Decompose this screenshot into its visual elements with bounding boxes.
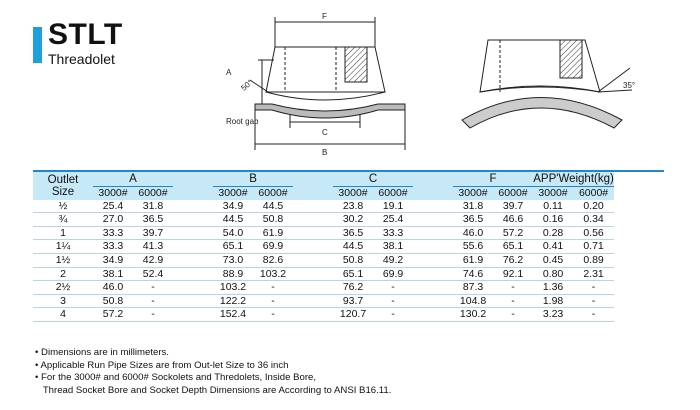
outlet-size-cell: 2½ [33, 281, 93, 295]
table-cell: 34.9 [93, 253, 133, 267]
table-row [33, 240, 664, 254]
table-cell: - [133, 308, 173, 322]
dimensions-table [33, 172, 664, 322]
table-cell: 152.4 [213, 308, 253, 322]
table-cell: 39.7 [133, 226, 173, 240]
group-header-b: B [213, 172, 293, 187]
table-cell: 36.5 [333, 226, 373, 240]
table-cell: 41.3 [133, 240, 173, 254]
outlet-size-cell: ½ [33, 200, 93, 213]
table-row [33, 226, 664, 240]
table-cell: 87.3 [453, 281, 493, 295]
table-cell: 1.98 [533, 294, 573, 308]
root-gap-label: Root gab [226, 117, 259, 126]
sub-header: 6000# [133, 187, 173, 200]
table-cell: 0.71 [573, 240, 614, 254]
table-row [33, 200, 664, 213]
table-cell: 23.8 [333, 200, 373, 213]
table-cell: - [253, 308, 293, 322]
table-cell: 0.80 [533, 267, 573, 281]
outlet-size-cell: 2 [33, 267, 93, 281]
table-cell: 44.5 [213, 213, 253, 227]
angle-label-right: 35° [623, 81, 636, 90]
sub-header: 3000# [93, 187, 133, 200]
table-row [33, 281, 664, 295]
side-view-drawing [462, 40, 632, 128]
table-cell: 31.8 [133, 200, 173, 213]
table-cell: 38.1 [373, 240, 413, 254]
note-item: • For the 3000# and 6000# Sockolets and Thredolets, Inside Bore, [35, 372, 317, 383]
table-cell: 103.2 [253, 267, 293, 281]
table-cell: 0.45 [533, 253, 573, 267]
table-cell: 1.36 [533, 281, 573, 295]
table-cell: 65.1 [493, 240, 533, 254]
sub-header: 6000# [373, 187, 413, 200]
table-cell: - [573, 281, 614, 295]
table-cell: 36.5 [133, 213, 173, 227]
note-item: Thread Socket Bore and Socket Depth Dimensions are According to ANSI B16.11. [35, 384, 392, 396]
table-cell: 30.2 [333, 213, 373, 227]
table-cell: - [493, 308, 533, 322]
table-cell: 38.1 [93, 267, 133, 281]
table-cell: 50.8 [93, 294, 133, 308]
table-cell: 52.4 [133, 267, 173, 281]
table-cell: - [573, 294, 614, 308]
outlet-size-cell: 1 [33, 226, 93, 240]
table-cell: 49.2 [373, 253, 413, 267]
table-cell: 0.16 [533, 213, 573, 227]
table-cell: 0.56 [573, 226, 614, 240]
table-cell: 46.6 [493, 213, 533, 227]
table-cell: 103.2 [213, 281, 253, 295]
table-cell: 50.8 [253, 213, 293, 227]
dim-label-b: B [322, 148, 328, 157]
table-cell: 2.31 [573, 267, 614, 281]
table-cell: 57.2 [93, 308, 133, 322]
table-cell: 104.8 [453, 294, 493, 308]
table-cell: 0.34 [573, 213, 614, 227]
notes-block [35, 347, 391, 397]
table-cell: - [133, 281, 173, 295]
outlet-size-cell: 1½ [33, 253, 93, 267]
table-row [33, 294, 664, 308]
table-row [33, 267, 664, 281]
table-cell: 25.4 [93, 200, 133, 213]
dim-label-a: A [226, 68, 232, 77]
table-cell: 33.3 [93, 240, 133, 254]
sub-header: 3000# [533, 187, 573, 200]
table-cell: 122.2 [213, 294, 253, 308]
table-cell: 42.9 [133, 253, 173, 267]
sub-header: 6000# [253, 187, 293, 200]
table-cell: 0.41 [533, 240, 573, 254]
table-cell: 50.8 [333, 253, 373, 267]
table-cell: 57.2 [493, 226, 533, 240]
table-cell: 93.7 [333, 294, 373, 308]
table-cell: 19.1 [373, 200, 413, 213]
table-cell: 33.3 [373, 226, 413, 240]
table-cell: 88.9 [213, 267, 253, 281]
threadolet-drawings [0, 0, 700, 170]
note-item: • Applicable Run Pipe Sizes are from Out-let Size to 36 inch [35, 359, 289, 371]
table-cell: 61.9 [253, 226, 293, 240]
table-cell: - [493, 294, 533, 308]
table-cell: 44.5 [253, 200, 293, 213]
table-cell: 65.1 [333, 267, 373, 281]
table-cell: 61.9 [453, 253, 493, 267]
sub-header: 3000# [333, 187, 373, 200]
sub-header: 6000# [493, 187, 533, 200]
group-header-f: F [453, 172, 533, 187]
dim-label-c: C [322, 128, 328, 137]
table-cell: - [373, 281, 413, 295]
table-cell: 69.9 [373, 267, 413, 281]
table-cell: 0.20 [573, 200, 614, 213]
table-cell: - [133, 294, 173, 308]
table-cell: - [253, 281, 293, 295]
table-cell: 76.2 [493, 253, 533, 267]
table-cell: 130.2 [453, 308, 493, 322]
table-cell: - [573, 308, 614, 322]
table-cell: - [373, 294, 413, 308]
table-cell: 34.9 [213, 200, 253, 213]
table-cell: 0.89 [573, 253, 614, 267]
outlet-size-cell: 4 [33, 308, 93, 322]
table-cell: 54.0 [213, 226, 253, 240]
table-cell: 76.2 [333, 281, 373, 295]
table-cell: 46.0 [93, 281, 133, 295]
outlet-size-header: Outlet Size [33, 172, 93, 200]
table-cell: 92.1 [493, 267, 533, 281]
table-cell: 0.28 [533, 226, 573, 240]
table-cell: 74.6 [453, 267, 493, 281]
table-cell: 3.23 [533, 308, 573, 322]
table-cell: 44.5 [333, 240, 373, 254]
group-header-c: C [333, 172, 413, 187]
sub-header: 3000# [213, 187, 253, 200]
table-row [33, 213, 664, 227]
table-cell: 39.7 [493, 200, 533, 213]
outlet-size-cell: ¾ [33, 213, 93, 227]
table-cell: 46.0 [453, 226, 493, 240]
table-cell: 82.6 [253, 253, 293, 267]
table-cell: 55.6 [453, 240, 493, 254]
dim-label-f: F [322, 12, 327, 21]
note-item: • Dimensions are in millimeters. [35, 347, 169, 358]
page-title: STLT [48, 18, 123, 51]
table-cell: 65.1 [213, 240, 253, 254]
table-cell: 27.0 [93, 213, 133, 227]
table-cell: 31.8 [453, 200, 493, 213]
page-subtitle: Threadolet [48, 51, 115, 67]
table-cell: 73.0 [213, 253, 253, 267]
table-cell: 33.3 [93, 226, 133, 240]
table-row [33, 253, 664, 267]
group-header-weight: APP'Weight(kg) [533, 172, 614, 185]
table-cell: - [253, 294, 293, 308]
outlet-size-cell: 1¼ [33, 240, 93, 254]
table-cell: 69.9 [253, 240, 293, 254]
angle-label-left: 50° [239, 77, 255, 93]
sub-header: 3000# [453, 187, 493, 200]
table-cell: 25.4 [373, 213, 413, 227]
table-cell: - [493, 281, 533, 295]
table-row [33, 308, 664, 322]
table-cell: 36.5 [453, 213, 493, 227]
sub-header: 6000# [573, 187, 614, 200]
outlet-size-cell: 3 [33, 294, 93, 308]
group-header-a: A [93, 172, 173, 187]
table-cell: - [373, 308, 413, 322]
table-cell: 120.7 [333, 308, 373, 322]
table-cell: 0.11 [533, 200, 573, 213]
